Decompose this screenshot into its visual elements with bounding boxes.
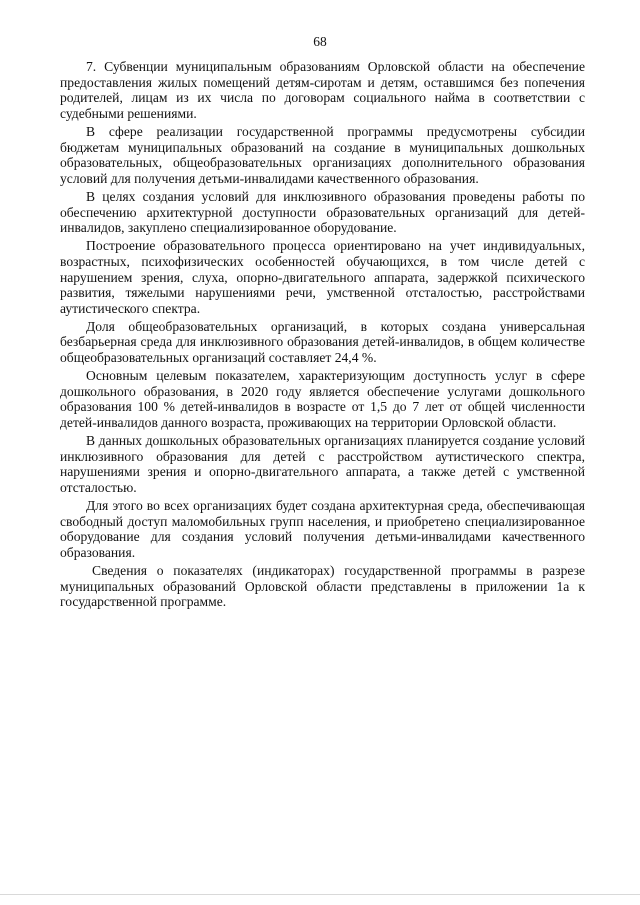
page-bottom-edge [0,894,640,895]
paragraph-subventions: 7. Субвенции муниципальным образованиям Орловской области на обеспечение предоставления жилых помещений детям-сиротам и детям, оставшимся без попечения родителей, лицам из их числа по договорам социального найма в соответствии с судебными решениями. [60,59,585,121]
paragraph-educational-process: Построение образовательного процесса ориентировано на учет индивидуальных, возрастных, психофизических особенностей обучающихся, в том числе детей с нарушением зрения, слуха, опорно-двигательного аппарата, задержкой психического развития, тяжелыми нарушениями речи, умственной отсталостью, расстройствами аутистического спектра. [60,238,585,316]
page-number: 68 [313,34,327,49]
paragraph-target-indicator: Основным целевым показателем, характеризующим доступность услуг в сфере дошкольного образования, в 2020 году является обеспечение услугами дошкольного образования 100 % детей-инвалидов в возрасте от 1,5 до 7 лет от общей численности детей-инвалидов данного возраста, проживающих на территории Орловской области. [60,368,585,431]
document-body [60,59,585,610]
paragraph-inclusive-conditions: В целях создания условий для инклюзивного образования проведены работы по обеспечению архитектурной доступности образовательных организаций для детей-инвалидов, закуплено специализированное оборудование. [60,188,585,236]
paragraph-appendix-reference: Сведения о показателях (индикаторах) государственной программы в разрезе муниципальных образований Орловской области представлены в приложении 1а к государственной программе. [60,563,585,610]
paragraph-accessibility: Для этого во всех организациях будет создана архитектурная среда, обеспечивающая свободный доступ маломобильных групп населения, и приобретено специализированное оборудование для создания условий получения детьми-инвалидами качественного образования. [60,498,585,560]
paragraph-barrier-free-share: Доля общеобразовательных организаций, в которых создана универсальная безбарьерная среда для инклюзивного образования детей-инвалидов, в общем количестве общеобразовательных организаций составляет 24,4 %. [60,318,585,366]
paragraph-subsidies: В сфере реализации государственной программы предусмотрены субсидии бюджетам муниципальных образований на создание в муниципальных дошкольных образовательных, общеобразовательных организациях дополнительного образования условий для получения детьми-инвалидами качественного образования. [60,123,585,186]
paragraph-preschool-plans: В данных дошкольных образовательных организациях планируется создание условий инклюзивного образования для детей с расстройством аутистического спектра, нарушениями зрения и опорно-двигательного аппарата, а также детей с умственной отсталостью. [60,433,585,495]
